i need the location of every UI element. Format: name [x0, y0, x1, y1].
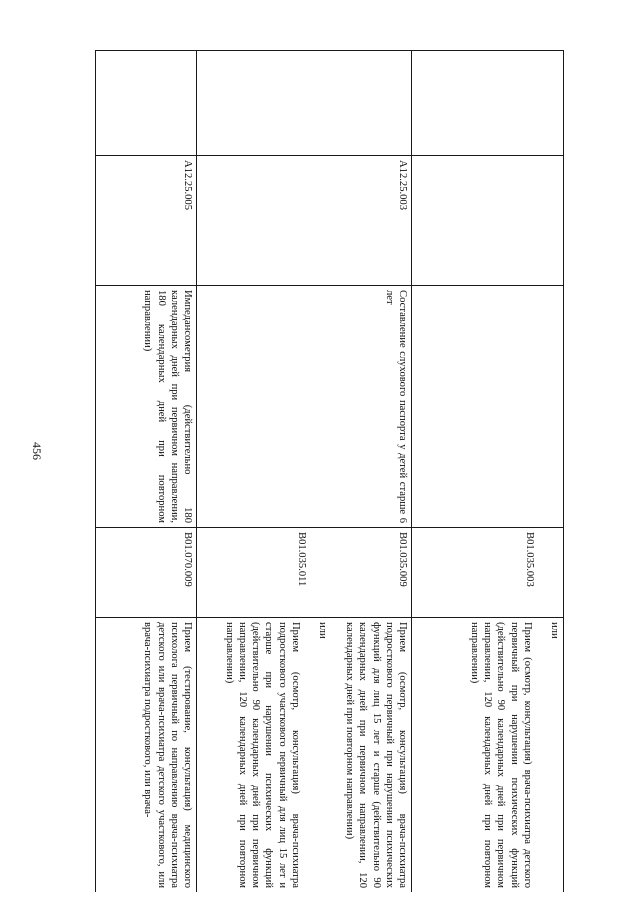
consult-description: Прием (осмотр, консультация) врача-психиатра подросткового участкового первичный для лиц 15 лет и старше при нарушении психических функций (действительно 90 календарных дней при первичном направлении, 120 календарных дней при повторном направлении)	[223, 622, 301, 888]
empty-cell	[412, 51, 564, 156]
consult-code: B01.035.011	[295, 532, 307, 587]
consult-code: B01.035.003	[523, 532, 535, 587]
consult-description: Прием (тестирование, консультация) медицинского психолога первичный по направлению врача-психиатра детского или врача-психиатра детского участкового, или врача-психиатра подросткового, или врача-	[142, 622, 193, 888]
consult-code: B01.070.009	[182, 532, 193, 587]
service-code-cell	[412, 156, 564, 286]
services-table	[95, 50, 564, 892]
document-page	[80, 50, 564, 892]
consult-description: Прием (осмотр, консультация) врача-психиатра подросткового первичный при нарушении психических функций для лиц 15 лет и старше (действительно 90 календарных дней при первичном направлении, 120 календарных дней при повторном направлении)	[344, 622, 408, 888]
consult-description-cell	[96, 618, 197, 893]
table-row	[412, 51, 564, 893]
service-name-cell: Импедансометрия (действительно 180 календарных дней при первичном направлении, 180 календарных дней при повторном направлении)	[96, 286, 197, 528]
empty-cell	[96, 51, 197, 156]
spacer	[536, 532, 549, 613]
empty-cell	[197, 51, 412, 156]
table-row	[96, 51, 197, 893]
table-row	[197, 51, 412, 893]
service-name-cell: Составление слухового паспорта у детей старше 6 лет	[197, 286, 412, 528]
service-code-cell: A12.25.003	[197, 156, 412, 286]
rotated-content	[80, 50, 564, 892]
or-text: или	[549, 622, 560, 639]
consult-description-cell	[197, 618, 412, 893]
service-code-cell: A12.25.005	[96, 156, 197, 286]
consult-description-cell	[412, 618, 564, 893]
consult-description: Прием (осмотр, консультация) врача-психиатра детского первичный при нарушении психических функций (действительно 90 календарных дней при первичном направлении, 120 календарных дней при повторном направлении)	[468, 622, 533, 888]
consult-code-cell	[96, 528, 197, 618]
page-number: 456	[30, 442, 44, 460]
or-text: или	[316, 622, 328, 639]
consult-code-cell	[412, 528, 564, 618]
consult-code: B01.035.009	[397, 532, 408, 587]
consult-code-cell	[197, 528, 412, 618]
service-name-cell	[412, 286, 564, 528]
